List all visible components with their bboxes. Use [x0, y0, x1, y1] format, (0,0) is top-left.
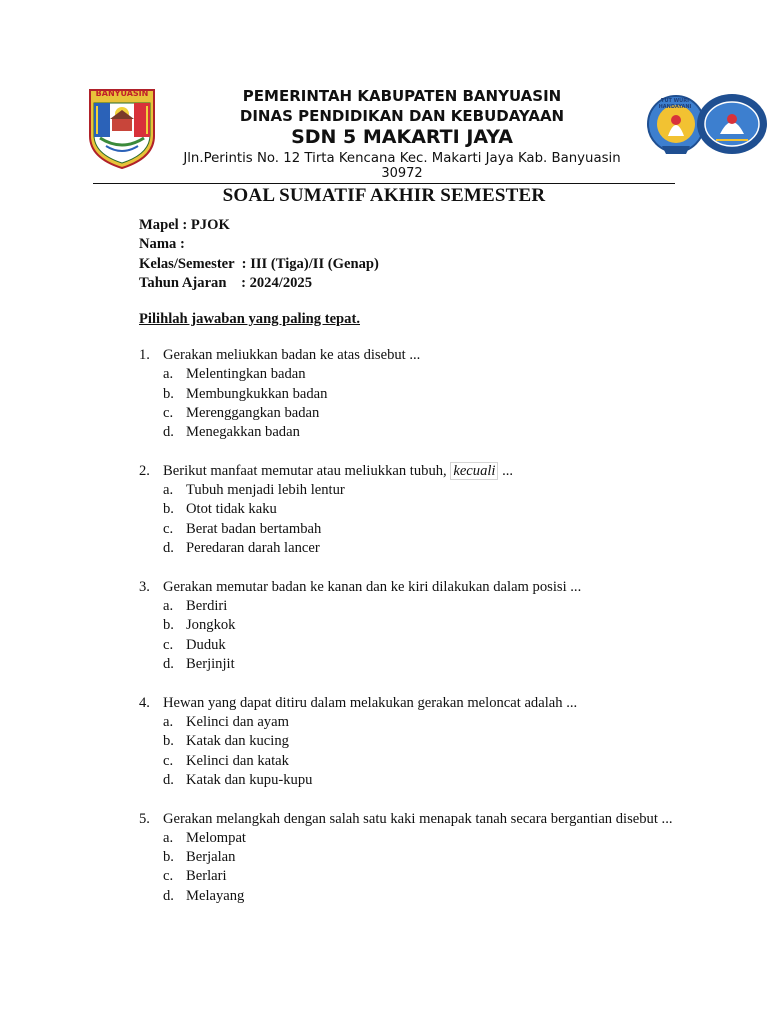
banyuasin-logo-text: BANYUASIN — [95, 89, 149, 98]
question-text: Hewan yang dapat ditiru dalam melakukan gerakan meloncat adalah ... — [163, 694, 578, 711]
option-letter: a. — [163, 829, 174, 846]
identity-label: Kelas/Semester : — [139, 255, 251, 272]
option-text: Menegakkan badan — [186, 424, 300, 441]
question-list — [139, 346, 675, 925]
option-text: Katak dan kucing — [186, 733, 289, 750]
answer-option[interactable] — [163, 539, 675, 558]
question-text: Berikut manfaat memutar atau meliukkan tubuh, kecuali ... — [163, 462, 514, 479]
question-number: 1. — [139, 347, 150, 363]
identity-row — [139, 235, 379, 254]
option-letter: b. — [163, 385, 174, 402]
option-letter: c. — [163, 868, 174, 885]
option-list — [163, 713, 675, 790]
postal-code: 30972 — [381, 166, 423, 181]
question-text: Gerakan melangkah dengan salah satu kaki menapak tanah secara bergantian disebut ... — [163, 810, 673, 827]
option-text: Berdiri — [186, 598, 228, 615]
answer-option[interactable] — [163, 771, 675, 790]
option-letter: d. — [163, 424, 174, 441]
answer-option[interactable] — [163, 597, 675, 616]
option-letter: d. — [163, 887, 174, 904]
option-text: Melayang — [186, 887, 245, 904]
question-text: Gerakan meliukkan badan ke atas disebut ... — [163, 347, 421, 363]
answer-option[interactable] — [163, 481, 675, 500]
option-text: Melentingkan badan — [186, 366, 306, 383]
answer-option[interactable] — [163, 365, 675, 384]
question-text: Gerakan memutar badan ke kanan dan ke kiri dilakukan dalam posisi ... — [163, 578, 582, 595]
option-text: Berjinjit — [186, 655, 235, 672]
option-text: Membungkukkan badan — [186, 385, 328, 402]
option-text: Berlari — [186, 868, 227, 885]
option-text: Kelinci dan ayam — [186, 713, 289, 730]
option-letter: c. — [163, 752, 174, 769]
identity-label: Nama : — [139, 236, 189, 253]
emphasis-word: kecuali — [450, 462, 498, 480]
option-text: Melompat — [186, 829, 246, 846]
answer-option[interactable] — [163, 616, 675, 635]
option-text: Katak dan kupu-kupu — [186, 771, 313, 788]
option-text: Berjalan — [186, 849, 236, 866]
option-list — [163, 365, 675, 442]
option-letter: d. — [163, 771, 174, 788]
option-list — [163, 829, 675, 906]
answer-option[interactable] — [163, 867, 675, 886]
government-name: PEMERINTAH KABUPATEN BANYUASIN — [242, 87, 562, 105]
option-letter: a. — [163, 598, 174, 615]
option-letter: d. — [163, 540, 174, 557]
question-item — [139, 694, 675, 790]
school-name: SDN 5 MAKARTI JAYA — [291, 126, 513, 148]
identity-row — [139, 274, 379, 293]
identity-value: PJOK — [190, 217, 230, 233]
option-list — [163, 597, 675, 674]
answer-option[interactable] — [163, 385, 675, 404]
answer-option[interactable] — [163, 636, 675, 655]
option-text: Otot tidak kaku — [186, 501, 277, 518]
answer-option[interactable] — [163, 752, 675, 771]
identity-label: Mapel : — [139, 217, 191, 233]
identity-block — [139, 216, 379, 293]
department-name: DINAS PENDIDIKAN DAN KEBUDAYAAN — [239, 107, 565, 125]
identity-value: 2024/2025 — [249, 274, 313, 291]
answer-option[interactable] — [163, 655, 675, 674]
answer-option[interactable] — [163, 500, 675, 519]
instruction-text: Pilihlah jawaban yang paling tepat. — [139, 311, 360, 327]
answer-option[interactable] — [163, 520, 675, 539]
option-text: Berat badan bertambah — [186, 520, 322, 537]
option-letter: a. — [163, 482, 174, 499]
option-text: Tubuh menjadi lebih lentur — [186, 482, 345, 499]
option-letter: b. — [163, 733, 174, 750]
identity-row — [139, 216, 379, 235]
answer-option[interactable] — [163, 829, 675, 848]
banyuasin-logo — [86, 86, 158, 170]
question-number: 4. — [139, 694, 150, 711]
question-number: 3. — [139, 578, 150, 595]
option-text: Duduk — [186, 636, 226, 653]
question-item — [139, 810, 675, 906]
option-text: Kelinci dan katak — [186, 752, 289, 769]
school-address: Jln.Perintis No. 12 Tirta Kencana Kec. Makarti Jaya Kab. Banyuasin — [183, 151, 621, 166]
option-letter: b. — [163, 849, 174, 866]
question-number: 5. — [139, 810, 150, 827]
identity-value: III (Tiga)/II (Genap) — [250, 255, 379, 272]
option-letter: b. — [163, 501, 174, 518]
question-item — [139, 346, 675, 442]
question-number: 2. — [139, 462, 150, 479]
answer-option[interactable] — [163, 732, 675, 751]
question-item — [139, 462, 675, 558]
letterhead-divider — [93, 183, 675, 184]
option-letter: c. — [163, 520, 174, 537]
option-text: Peredaran darah lancer — [186, 540, 320, 557]
letterhead — [150, 86, 654, 181]
answer-option[interactable] — [163, 423, 675, 442]
option-letter: c. — [163, 636, 174, 653]
answer-option[interactable] — [163, 848, 675, 867]
option-letter: a. — [163, 713, 174, 730]
identity-label: Tahun Ajaran : — [139, 274, 250, 291]
identity-row — [139, 255, 379, 274]
option-letter: d. — [163, 655, 174, 672]
answer-option[interactable] — [163, 887, 675, 906]
option-letter: a. — [163, 366, 174, 383]
answer-option[interactable] — [163, 404, 675, 423]
option-letter: c. — [163, 404, 174, 421]
option-letter: b. — [163, 617, 174, 634]
option-text: Merenggangkan badan — [186, 404, 320, 421]
option-text: Jongkok — [186, 617, 236, 634]
option-list — [163, 481, 675, 558]
tut-wuri-handayani-logo — [646, 84, 768, 168]
question-item — [139, 578, 675, 674]
exam-title: SOAL SUMATIF AKHIR SEMESTER — [222, 185, 546, 206]
answer-option[interactable] — [163, 713, 675, 732]
tut-wuri-motto: TUT WURI HANDAYANI — [658, 98, 692, 110]
